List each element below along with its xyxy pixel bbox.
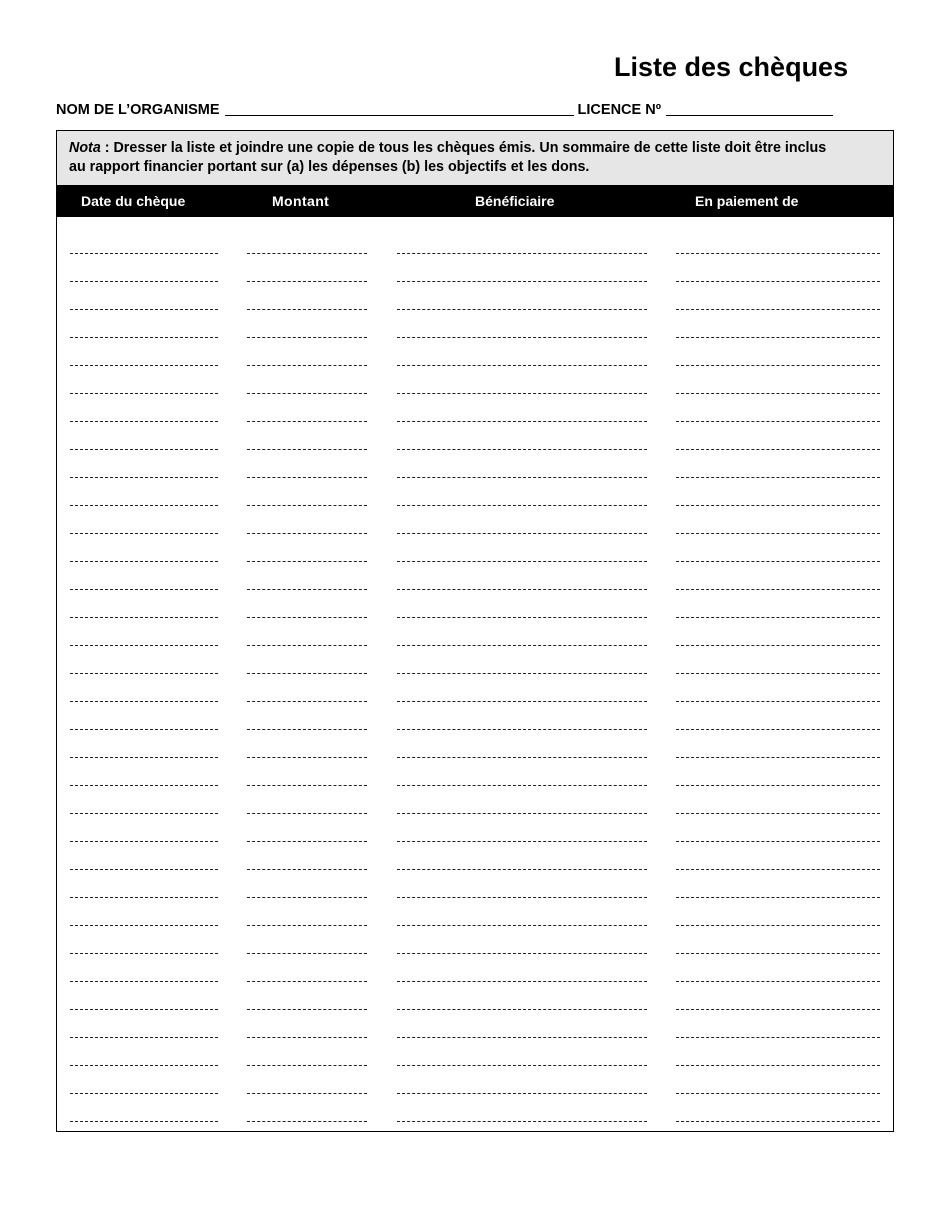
beneficiary-field[interactable] xyxy=(397,589,647,590)
beneficiary-field[interactable] xyxy=(397,925,647,926)
date-field[interactable] xyxy=(70,309,218,310)
beneficiary-field[interactable] xyxy=(397,953,647,954)
date-field[interactable] xyxy=(70,365,218,366)
amount-field[interactable] xyxy=(247,505,367,506)
beneficiary-field[interactable] xyxy=(397,1121,647,1122)
payment-for-field[interactable] xyxy=(676,449,880,450)
beneficiary-field[interactable] xyxy=(397,1093,647,1094)
beneficiary-field[interactable] xyxy=(397,813,647,814)
beneficiary-field[interactable] xyxy=(397,449,647,450)
payment-for-field[interactable] xyxy=(676,785,880,786)
amount-field[interactable] xyxy=(247,533,367,534)
beneficiary-field[interactable] xyxy=(397,1065,647,1066)
cheque-list-table xyxy=(56,130,894,1132)
beneficiary-field[interactable] xyxy=(397,729,647,730)
payment-for-field[interactable] xyxy=(676,421,880,422)
payment-for-field[interactable] xyxy=(676,841,880,842)
amount-field[interactable] xyxy=(247,785,367,786)
date-field[interactable] xyxy=(70,1009,218,1010)
beneficiary-field[interactable] xyxy=(397,505,647,506)
beneficiary-field[interactable] xyxy=(397,1037,647,1038)
note-emphasis: Nota xyxy=(69,140,101,156)
date-field[interactable] xyxy=(70,897,218,898)
date-field[interactable] xyxy=(70,1121,218,1122)
date-field[interactable] xyxy=(70,813,218,814)
table-row xyxy=(57,925,893,926)
licence-label: LICENCE Nº xyxy=(577,102,661,118)
table-row xyxy=(57,449,893,450)
beneficiary-field[interactable] xyxy=(397,701,647,702)
beneficiary-field[interactable] xyxy=(397,645,647,646)
date-field[interactable] xyxy=(70,477,218,478)
date-field[interactable] xyxy=(70,757,218,758)
table-row xyxy=(57,757,893,758)
date-field[interactable] xyxy=(70,617,218,618)
column-header-amount: Montant xyxy=(272,193,330,209)
amount-field[interactable] xyxy=(247,281,367,282)
payment-for-field[interactable] xyxy=(676,1037,880,1038)
date-field[interactable] xyxy=(70,785,218,786)
table-row xyxy=(57,393,893,394)
beneficiary-field[interactable] xyxy=(397,281,647,282)
payment-for-field[interactable] xyxy=(676,337,880,338)
amount-field[interactable] xyxy=(247,1009,367,1010)
table-row xyxy=(57,645,893,646)
beneficiary-field[interactable] xyxy=(397,757,647,758)
amount-field[interactable] xyxy=(247,897,367,898)
payment-for-field[interactable] xyxy=(676,533,880,534)
amount-field[interactable] xyxy=(247,393,367,394)
organization-label: NOM DE L’ORGANISME xyxy=(56,102,220,118)
beneficiary-field[interactable] xyxy=(397,365,647,366)
column-header-payment-for: En paiement de xyxy=(695,193,799,209)
date-field[interactable] xyxy=(70,841,218,842)
amount-field[interactable] xyxy=(247,981,367,982)
payment-for-field[interactable] xyxy=(676,981,880,982)
amount-field[interactable] xyxy=(247,617,367,618)
payment-for-field[interactable] xyxy=(676,561,880,562)
table-row xyxy=(57,701,893,702)
column-header-date: Date du chèque xyxy=(81,193,186,209)
table-row xyxy=(57,281,893,282)
date-field[interactable] xyxy=(70,393,218,394)
beneficiary-field[interactable] xyxy=(397,561,647,562)
amount-field[interactable] xyxy=(247,757,367,758)
beneficiary-field[interactable] xyxy=(397,253,647,254)
amount-field[interactable] xyxy=(247,309,367,310)
table-row xyxy=(57,561,893,562)
beneficiary-field[interactable] xyxy=(397,617,647,618)
date-field[interactable] xyxy=(70,1065,218,1066)
date-field[interactable] xyxy=(70,673,218,674)
table-row xyxy=(57,1065,893,1066)
payment-for-field[interactable] xyxy=(676,1065,880,1066)
date-field[interactable] xyxy=(70,729,218,730)
payment-for-field[interactable] xyxy=(676,673,880,674)
table-row xyxy=(57,981,893,982)
table-body xyxy=(57,217,893,1131)
page-title: Liste des chèques xyxy=(614,52,849,82)
payment-for-field[interactable] xyxy=(676,729,880,730)
amount-field[interactable] xyxy=(247,925,367,926)
date-field[interactable] xyxy=(70,533,218,534)
date-field[interactable] xyxy=(70,645,218,646)
payment-for-field[interactable] xyxy=(676,701,880,702)
table-row xyxy=(57,309,893,310)
beneficiary-field[interactable] xyxy=(397,477,647,478)
date-field[interactable] xyxy=(70,561,218,562)
amount-field[interactable] xyxy=(247,561,367,562)
note-line-1 xyxy=(69,139,889,158)
payment-for-field[interactable] xyxy=(676,1009,880,1010)
beneficiary-field[interactable] xyxy=(397,1009,647,1010)
table-row xyxy=(57,897,893,898)
table-row xyxy=(57,1121,893,1122)
amount-field[interactable] xyxy=(247,337,367,338)
amount-field[interactable] xyxy=(247,813,367,814)
amount-field[interactable] xyxy=(247,953,367,954)
amount-field[interactable] xyxy=(247,253,367,254)
payment-for-field[interactable] xyxy=(676,925,880,926)
note-line-2: au rapport financier portant sur (a) les dépenses (b) les objectifs et les dons. xyxy=(69,159,590,175)
date-field[interactable] xyxy=(70,953,218,954)
beneficiary-field[interactable] xyxy=(397,673,647,674)
table-row xyxy=(57,337,893,338)
table-row xyxy=(57,505,893,506)
payment-for-field[interactable] xyxy=(676,281,880,282)
payment-for-field[interactable] xyxy=(676,365,880,366)
organization-name-field[interactable] xyxy=(225,101,574,116)
table-row xyxy=(57,617,893,618)
date-field[interactable] xyxy=(70,589,218,590)
date-field[interactable] xyxy=(70,701,218,702)
date-field[interactable] xyxy=(70,253,218,254)
amount-field[interactable] xyxy=(247,449,367,450)
table-row xyxy=(57,1009,893,1010)
beneficiary-field[interactable] xyxy=(397,393,647,394)
table-row xyxy=(57,953,893,954)
amount-field[interactable] xyxy=(247,645,367,646)
beneficiary-field[interactable] xyxy=(397,841,647,842)
date-field[interactable] xyxy=(70,869,218,870)
payment-for-field[interactable] xyxy=(676,1121,880,1122)
table-row xyxy=(57,1037,893,1038)
amount-field[interactable] xyxy=(247,1121,367,1122)
amount-field[interactable] xyxy=(247,1093,367,1094)
payment-for-field[interactable] xyxy=(676,393,880,394)
amount-field[interactable] xyxy=(247,477,367,478)
payment-for-field[interactable] xyxy=(676,617,880,618)
payment-for-field[interactable] xyxy=(676,645,880,646)
amount-field[interactable] xyxy=(247,1037,367,1038)
payment-for-field[interactable] xyxy=(676,253,880,254)
beneficiary-field[interactable] xyxy=(397,897,647,898)
amount-field[interactable] xyxy=(247,841,367,842)
beneficiary-field[interactable] xyxy=(397,981,647,982)
payment-for-field[interactable] xyxy=(676,309,880,310)
table-row xyxy=(57,813,893,814)
column-header-beneficiary: Bénéficiaire xyxy=(475,193,555,209)
amount-field[interactable] xyxy=(247,701,367,702)
note-text-1: : Dresser la liste et joindre une copie de tous les chèques émis. Un sommaire de cette liste doit être inclus xyxy=(100,140,827,156)
date-field[interactable] xyxy=(70,1093,218,1094)
payment-for-field[interactable] xyxy=(676,505,880,506)
table-row xyxy=(57,729,893,730)
payment-for-field[interactable] xyxy=(676,953,880,954)
amount-field[interactable] xyxy=(247,365,367,366)
table-row xyxy=(57,869,893,870)
payment-for-field[interactable] xyxy=(676,869,880,870)
date-field[interactable] xyxy=(70,281,218,282)
payment-for-field[interactable] xyxy=(676,757,880,758)
table-row xyxy=(57,1093,893,1094)
beneficiary-field[interactable] xyxy=(397,869,647,870)
date-field[interactable] xyxy=(70,925,218,926)
payment-for-field[interactable] xyxy=(676,477,880,478)
amount-field[interactable] xyxy=(247,1065,367,1066)
date-field[interactable] xyxy=(70,1037,218,1038)
payment-for-field[interactable] xyxy=(676,813,880,814)
table-row xyxy=(57,365,893,366)
licence-number-field[interactable] xyxy=(666,101,833,116)
table-header xyxy=(57,185,893,217)
table-row xyxy=(57,477,893,478)
beneficiary-field[interactable] xyxy=(397,337,647,338)
table-row xyxy=(57,253,893,254)
date-field[interactable] xyxy=(70,337,218,338)
date-field[interactable] xyxy=(70,449,218,450)
date-field[interactable] xyxy=(70,505,218,506)
amount-field[interactable] xyxy=(247,869,367,870)
amount-field[interactable] xyxy=(247,589,367,590)
amount-field[interactable] xyxy=(247,673,367,674)
beneficiary-field[interactable] xyxy=(397,785,647,786)
table-row xyxy=(57,785,893,786)
amount-field[interactable] xyxy=(247,729,367,730)
payment-for-field[interactable] xyxy=(676,589,880,590)
table-row xyxy=(57,841,893,842)
payment-for-field[interactable] xyxy=(676,897,880,898)
beneficiary-field[interactable] xyxy=(397,309,647,310)
organization-line xyxy=(56,101,896,118)
beneficiary-field[interactable] xyxy=(397,421,647,422)
table-row xyxy=(57,533,893,534)
note-box xyxy=(57,131,893,185)
date-field[interactable] xyxy=(70,421,218,422)
amount-field[interactable] xyxy=(247,421,367,422)
table-row xyxy=(57,673,893,674)
table-row xyxy=(57,421,893,422)
beneficiary-field[interactable] xyxy=(397,533,647,534)
payment-for-field[interactable] xyxy=(676,1093,880,1094)
date-field[interactable] xyxy=(70,981,218,982)
table-row xyxy=(57,589,893,590)
